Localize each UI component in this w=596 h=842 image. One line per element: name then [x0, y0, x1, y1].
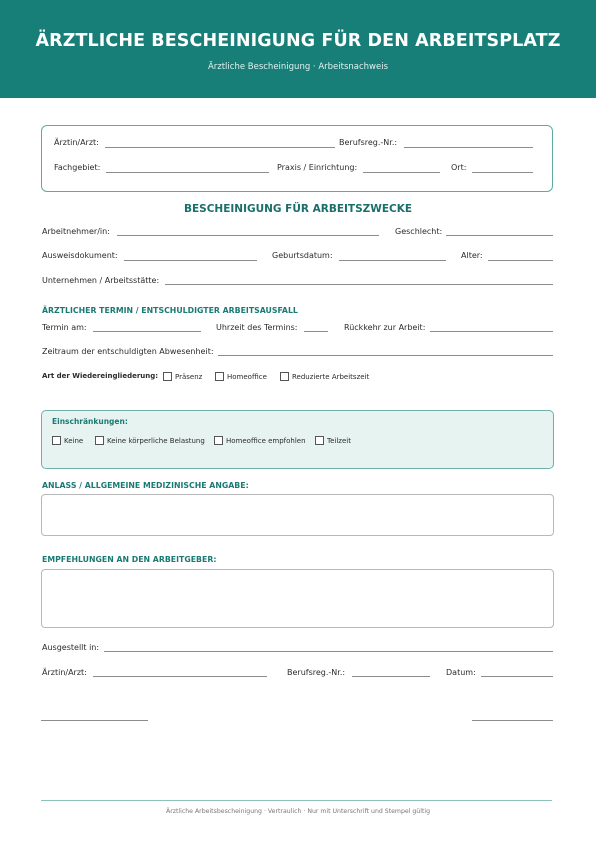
- doctor-label: Ärztin/Arzt:: [54, 138, 99, 147]
- document-title: ÄRZTLICHE BESCHEINIGUNG FÜR DEN ARBEITSPLATZ: [35, 31, 561, 51]
- reduzierte-arbeitszeit-checkbox[interactable]: [280, 372, 289, 381]
- alter-label: Alter:: [461, 251, 483, 260]
- datum-field[interactable]: [481, 676, 553, 677]
- teilzeit-label: Teilzeit: [327, 437, 351, 445]
- rueckkehr-field[interactable]: [430, 331, 553, 332]
- keine-label: Keine: [64, 437, 84, 445]
- anlass-textarea[interactable]: [41, 494, 554, 536]
- section-title: BESCHEINIGUNG FÜR ARBEITSZWECKE: [183, 203, 413, 215]
- uhrzeit-field[interactable]: [304, 331, 328, 332]
- keine-belastung-label: Keine körperliche Belastung: [107, 437, 205, 445]
- ausweis-label: Ausweisdokument:: [42, 251, 118, 260]
- geburtsdatum-field[interactable]: [339, 260, 446, 261]
- homeoffice-label: Homeoffice: [227, 373, 267, 381]
- geschlecht-label: Geschlecht:: [395, 227, 443, 236]
- fachgebiet-field[interactable]: [106, 172, 269, 173]
- reduzierte-arbeitszeit-label: Reduzierte Arbeitszeit: [292, 373, 370, 381]
- berufsreg-label: Berufsreg.-Nr.:: [339, 138, 398, 147]
- praxis-label: Praxis / Einrichtung:: [277, 163, 358, 172]
- praxis-field[interactable]: [363, 172, 440, 173]
- geschlecht-field[interactable]: [446, 235, 553, 236]
- uhrzeit-label: Uhrzeit des Termins:: [216, 323, 298, 332]
- zeitraum-field[interactable]: [218, 355, 553, 356]
- doctor-info-box: [41, 125, 553, 192]
- ort-label: Ort:: [451, 163, 467, 172]
- signature-line-left[interactable]: [41, 720, 148, 721]
- unternehmen-label: Unternehmen / Arbeitsstätte:: [42, 276, 160, 285]
- unternehmen-field[interactable]: [165, 284, 553, 285]
- signature-line-right[interactable]: [472, 720, 553, 721]
- homeoffice-empfohlen-checkbox[interactable]: [214, 436, 223, 445]
- empfehlungen-textarea[interactable]: [41, 569, 554, 628]
- issuer-berufsreg-field[interactable]: [352, 676, 430, 677]
- document-subtitle: Ärztliche Bescheinigung · Arbeitsnachweis: [207, 62, 389, 72]
- ausgestellt-label: Ausgestellt in:: [42, 643, 100, 652]
- alter-field[interactable]: [488, 260, 553, 261]
- empfehlungen-heading: EMPFEHLUNGEN AN DEN ARBEITGEBER:: [42, 555, 217, 564]
- ausweis-field[interactable]: [124, 260, 257, 261]
- anlass-heading: ANLASS / ALLGEMEINE MEDIZINISCHE ANGABE:: [42, 481, 249, 490]
- datum-label: Datum:: [446, 668, 476, 677]
- zeitraum-label: Zeitraum der entschuldigten Abwesenheit:: [42, 347, 214, 356]
- wiedereingliederung-label: Art der Wiedereingliederung:: [42, 372, 159, 380]
- ort-field[interactable]: [472, 172, 533, 173]
- termin-label: Termin am:: [42, 323, 87, 332]
- berufsreg-field[interactable]: [404, 147, 533, 148]
- doctor-field[interactable]: [105, 147, 335, 148]
- issuer-doctor-label: Ärztin/Arzt:: [42, 668, 87, 677]
- teilzeit-checkbox[interactable]: [315, 436, 324, 445]
- homeoffice-checkbox[interactable]: [215, 372, 224, 381]
- issuer-doctor-field[interactable]: [93, 676, 267, 677]
- termin-field[interactable]: [93, 331, 201, 332]
- arbeitnehmer-field[interactable]: [117, 235, 379, 236]
- rueckkehr-label: Rückkehr zur Arbeit:: [344, 323, 426, 332]
- keine-belastung-checkbox[interactable]: [95, 436, 104, 445]
- homeoffice-empfohlen-label: Homeoffice empfohlen: [226, 437, 306, 445]
- praesenz-label: Präsenz: [175, 373, 203, 381]
- footer-text: Ärztliche Arbeitsbescheinigung · Vertraulich · Nur mit Unterschrift und Stempel gültig: [165, 808, 431, 815]
- restrictions-heading: Einschränkungen:: [52, 417, 128, 426]
- keine-checkbox[interactable]: [52, 436, 61, 445]
- geburtsdatum-label: Geburtsdatum:: [272, 251, 333, 260]
- appointment-heading: ÄRZTLICHER TERMIN / ENTSCHULDIGTER ARBEITSAUSFALL: [42, 306, 298, 315]
- arbeitnehmer-label: Arbeitnehmer/in:: [42, 227, 110, 236]
- fachgebiet-label: Fachgebiet:: [54, 163, 101, 172]
- issuer-berufsreg-label: Berufsreg.-Nr.:: [287, 668, 346, 677]
- ausgestellt-field[interactable]: [104, 651, 553, 652]
- footer-divider: [41, 800, 552, 801]
- praesenz-checkbox[interactable]: [163, 372, 172, 381]
- page-header: [0, 0, 596, 98]
